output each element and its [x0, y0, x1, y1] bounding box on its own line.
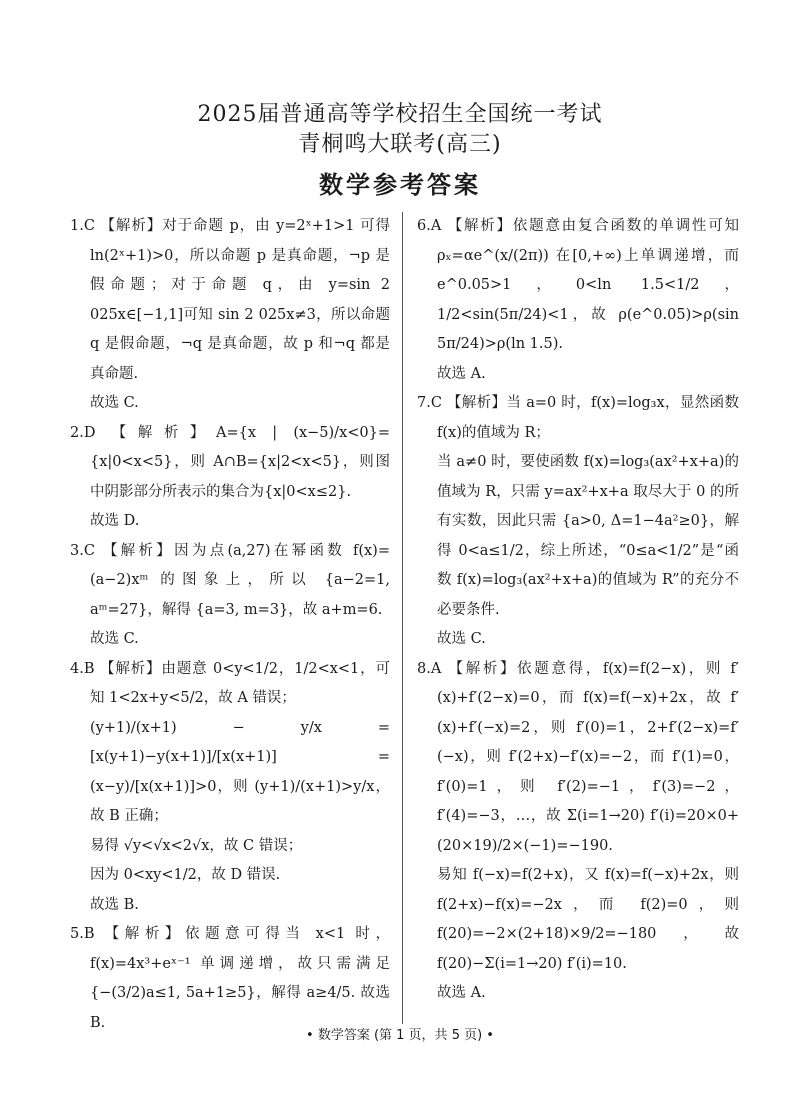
answer-6-conclusion: 故选 A.	[437, 365, 486, 382]
page-header	[0, 100, 800, 202]
answer-3-conclusion: 故选 C.	[90, 631, 139, 647]
answer-7-conclusion: 故选 C.	[437, 631, 486, 647]
right-column	[417, 212, 739, 1009]
answer-2-conclusion: 故选 D.	[90, 513, 140, 529]
exam-subtitle: 青桐鸣大联考(高三)	[298, 132, 502, 157]
answer-4-option-b: (y+1)/(x+1) − y/x = [x(y+1)−y(x+1)]/[x(x+1)] = (x−y)/[x(x+1)]>0，则 (y+1)/(x+1)>y/x，故 B 正确；	[90, 719, 390, 824]
answer-4-option-d: 因为 0<xy<1/2，故 D 错误.	[90, 867, 281, 883]
answer-key-title: 数学参考答案	[319, 171, 481, 199]
exam-title: 2025届普通高等学校招生全国统一考试	[197, 102, 603, 127]
answer-4: 4.B 【解析】由题意 0<y<1/2，1/2<x<1，可知 1<2x+y<5/2，故 A 错误；	[70, 660, 390, 706]
answer-2: 2.D 【解析】A={x | (x−5)/x<0}={x|0<x<5}，则 A∩B={x|2<x<5}，则图中阴影部分所表示的集合为{x|0<x≤2}.	[70, 424, 390, 500]
answer-1-conclusion: 故选 C.	[90, 395, 139, 411]
answer-4-conclusion: 故选 B.	[90, 896, 139, 913]
answer-7-case: 当 a≠0 时，要使函数 f(x)=log₃(ax²+x+a)的值域为 R，只需 y=ax²+x+a 取尽大于 0 的所有实数，因此只需 {a>0, Δ=1−4a²≥0}，解得 0<a≤1/2，综上所述，“0≤a<1/2”是“函数 f(x)=log₃(ax²+x+a)的值域为 R”的充分不必要条件.	[437, 454, 739, 618]
answer-5: 5.B 【解析】依题意可得当 x<1 时，f(x)=4x³+eˣ⁻¹ 单调递增，故只需满足 {−(3/2)a≤1, 5a+1≥5}，解得 a≥4/5. 故选 B.	[70, 926, 390, 1031]
answer-1: 1.C 【解析】对于命题 p，由 y=2ˣ+1>1 可得 ln(2ˣ+1)>0，所以命题 p 是真命题，¬p 是假命题；对于命题 q，由 y=sin 2 025x∈[−1,1]可知 sin 2 025x≠3，所以命题 q 是假命题，¬q 是真命题，故 p 和¬q 都是真命题.	[70, 218, 390, 382]
answer-8: 8.A 【解析】依题意得，f(x)=f(2−x)，则 f′(x)+f′(2−x)=0，而 f(x)=f(−x)+2x，故 f′(x)+f′(−x)=2，则 f′(0)=1，2+f′(2−x)=f′(−x)，则 f′(2+x)−f′(x)=−2，而 f′(1)=0，f′(0)=1，则 f′(2)=−1，f′(3)=−2，f′(4)=−3，…，故 Σ(i=1→20) f′(i)=20×0+(20×19)/2×(−1)=−190.	[417, 660, 739, 854]
page-footer: • 数学答案 (第 1 页，共 5 页) •	[306, 1028, 494, 1043]
column-divider	[402, 212, 403, 1024]
answer-8-continued: 易知 f(−x)=f(2+x)，又 f(x)=f(−x)+2x，则 f(2+x)−f(x)=−2x，而 f(2)=0，则 f(20)=−2×(2+18)×9/2=−180，故 f(20)−Σ(i=1→20) f′(i)=10.	[437, 867, 739, 972]
answer-6: 6.A 【解析】依题意由复合函数的单调性可知 ρₓ=αe^(x/(2π)) 在[0,+∞)上单调递增，而 e^0.05>1，0<ln 1.5<1/2，1/2<sin(5π/24)<1，故 ρ(e^0.05)>ρ(sin 5π/24)>ρ(ln 1.5).	[417, 218, 739, 352]
answer-8-conclusion: 故选 A.	[437, 985, 486, 1001]
answer-3: 3.C 【解析】因为点(a,27)在幂函数 f(x)=(a−2)xᵐ 的图象上，所以 {a−2=1, aᵐ=27}，解得 {a=3, m=3}，故 a+m=6.	[70, 542, 390, 618]
answer-4-option-c: 易得 √y<√x<2√x，故 C 错误；	[90, 837, 303, 854]
answer-7: 7.C 【解析】当 a=0 时，f(x)=log₃x，显然函数 f(x)的值域为 R；	[417, 395, 739, 441]
left-column	[70, 212, 390, 1038]
